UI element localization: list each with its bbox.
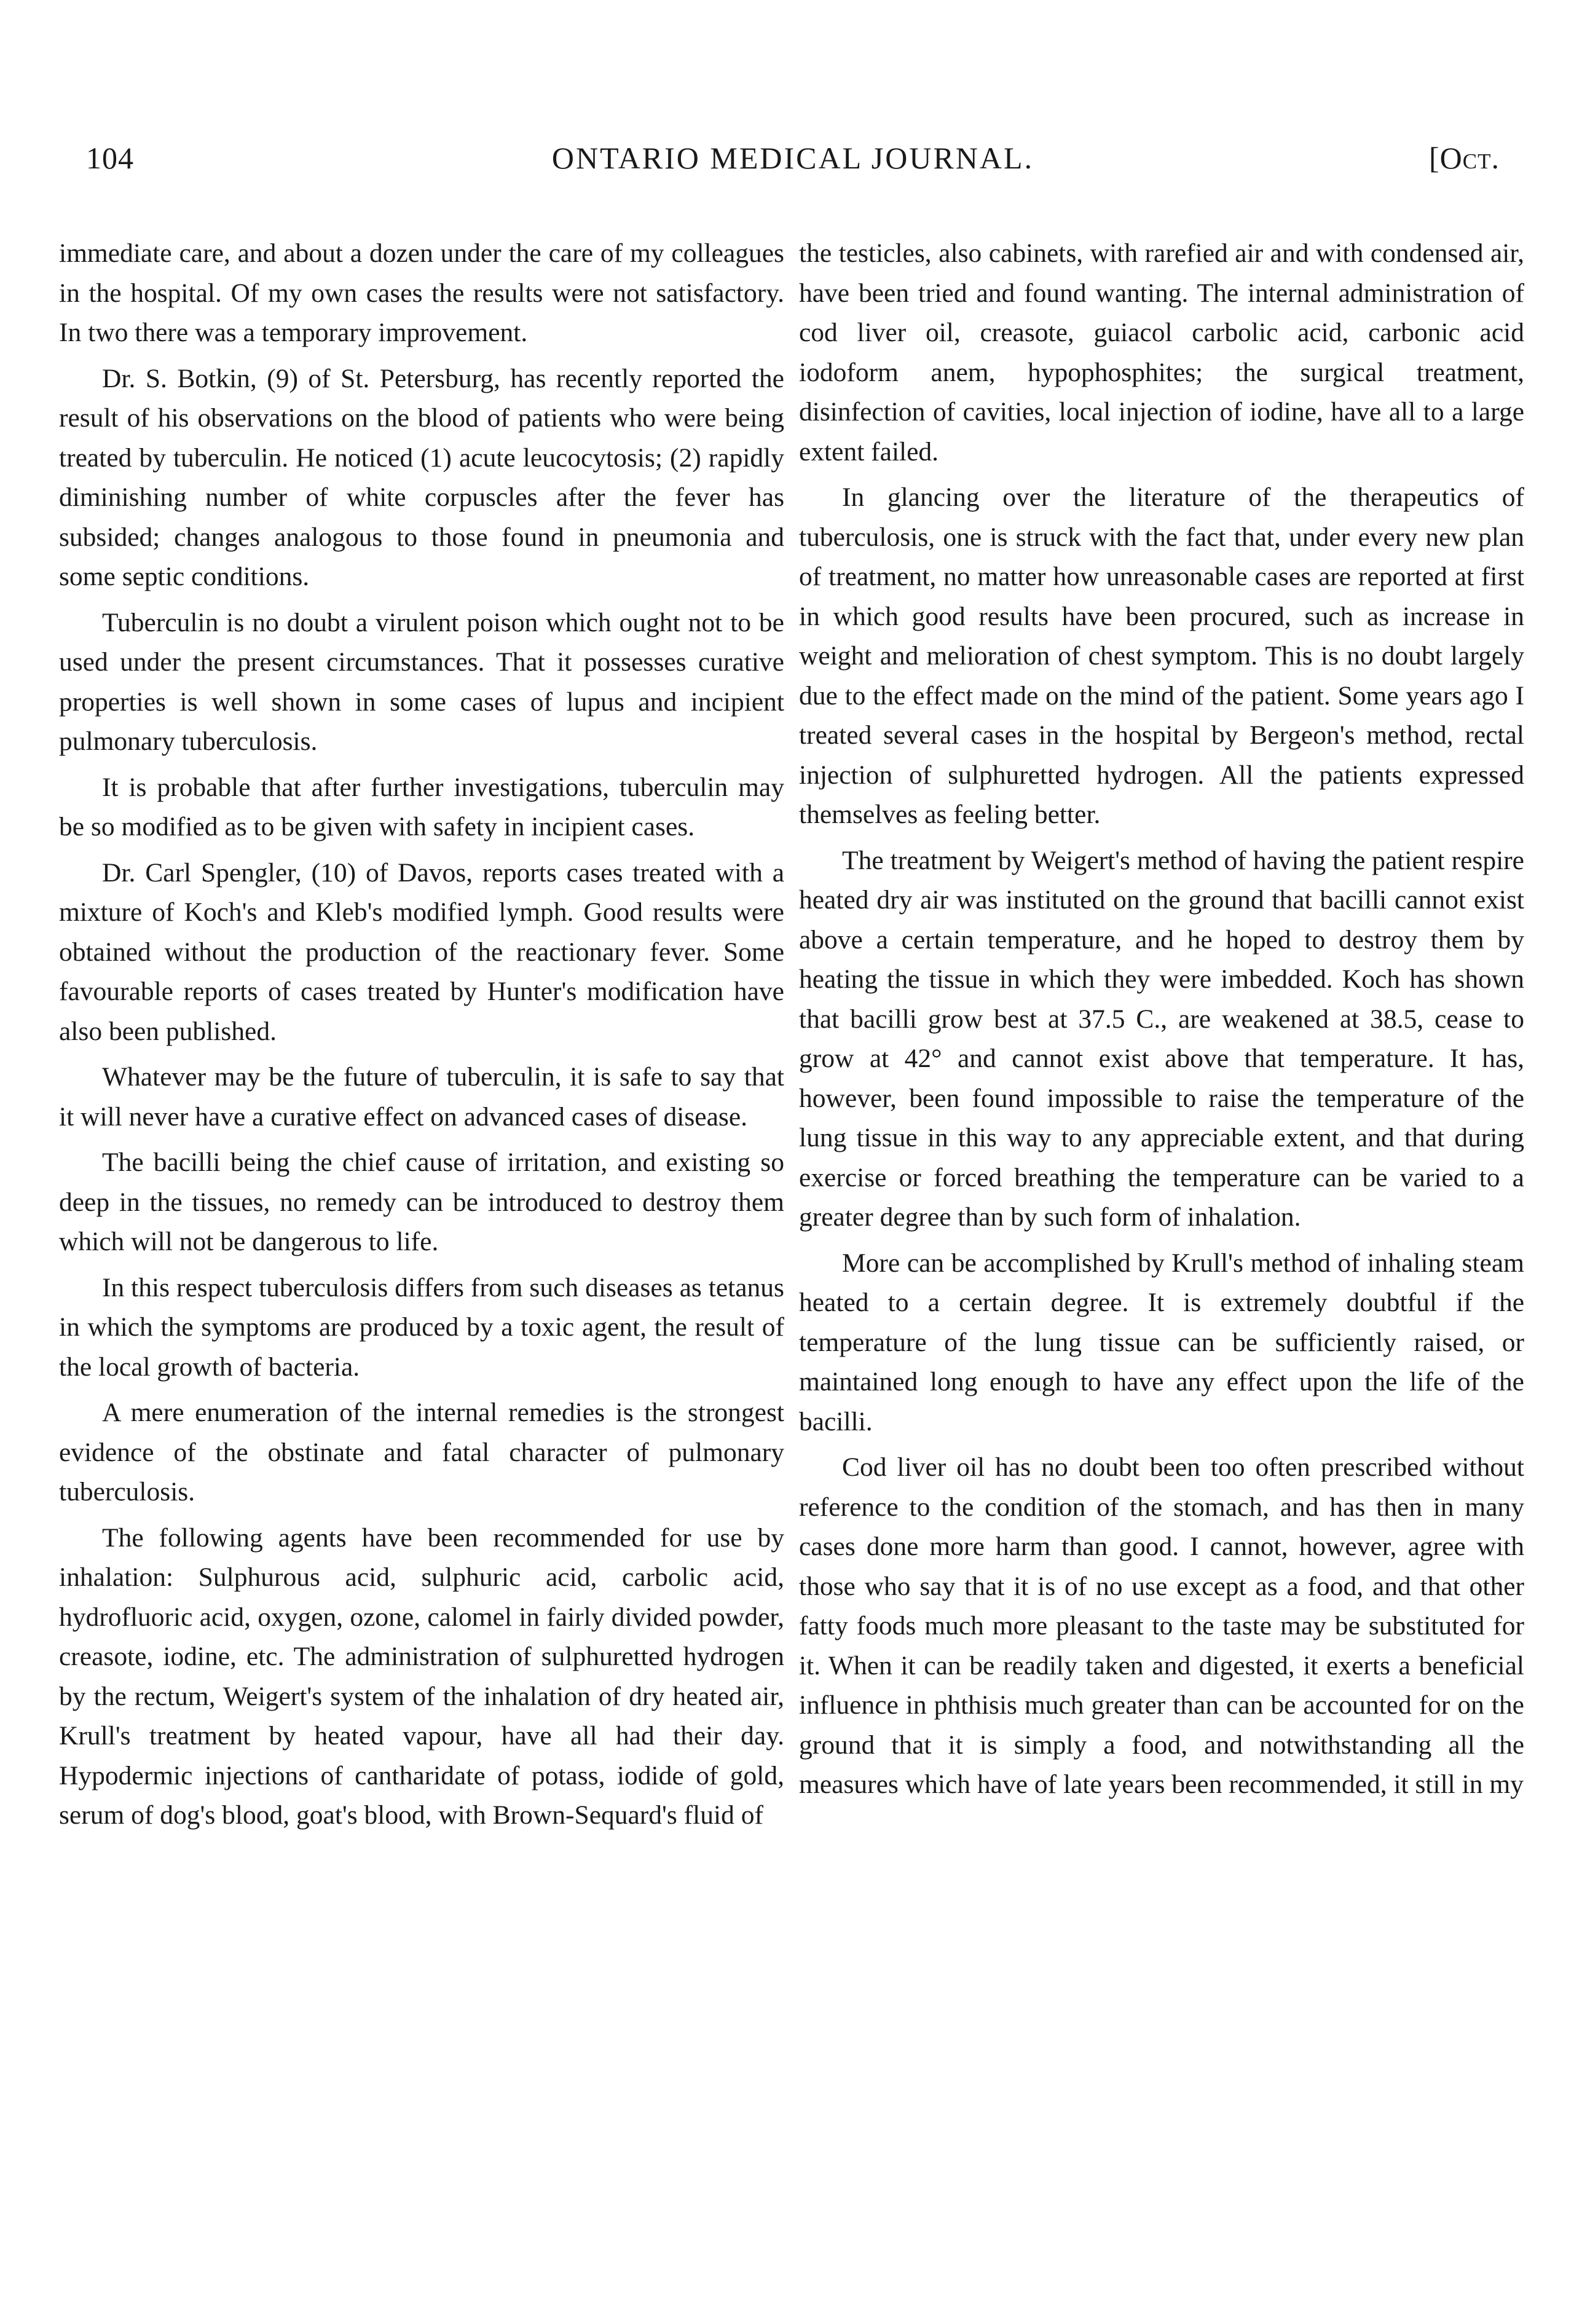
paragraph: More can be accomplished by Krull's method of inhaling steam heated to a certain degree. It is extremely doubtful if the temperature of the lung tissue can be sufficiently raised, or maintained long enough to have any effect upon the life of the bacilli. (799, 1248, 1524, 1436)
left-column (59, 234, 784, 1841)
paragraph: the testicles, also cabinets, with rarefied air and with condensed air, have been tried and found wanting. The internal administration of cod liver oil, creasote, guiacol carbolic acid, carbonic acid iodoform anem, hypophosphites; the surgical treatment, disinfection of cavities, local injection of iodine, have all to a large extent failed. (799, 238, 1524, 467)
paragraph: It is probable that after further investigations, tuberculin may be so modified as to be given with safety in incipient cases. (59, 772, 784, 841)
paragraph: Dr. Carl Spengler, (10) of Davos, reports cases treated with a mixture of Koch's and Kleb's modified lymph. Good results were obtained without the production of the reactionary fever. Some favourable reports of cases treated by Hunter's modification have also been published. (59, 857, 784, 1046)
paragraph: In glancing over the literature of the therapeutics of tuberculosis, one is struck with the fact that, under every new plan of treatment, no matter how unreasonable cases are reported at first in which good results have been procured, such as increase in weight and melioration of chest symptom. This is no doubt largely due to the effect made on the mind of the patient. Some years ago I treated several cases in the hospital by Bergeon's method, rectal injection of sulphuretted hydrogen. All the patients expressed themselves as feeling better. (799, 483, 1524, 829)
paragraph: immediate care, and about a dozen under the care of my colleagues in the hospital. Of my own cases the results were not satisfactory. In two there was a temporary improvement. (59, 238, 784, 347)
paragraph: Dr. S. Botkin, (9) of St. Petersburg, has recently reported the result of his observations on the blood of patients who were being treated by tuberculin. He noticed (1) acute leucocytosis; (2) rapidly diminishing number of white corpuscles after the fever has subsided; changes analogous to those found in pneumonia and some septic conditions. (59, 363, 784, 591)
paragraph: A mere enumeration of the internal remedies is the strongest evidence of the obstinate and fatal character of pulmonary tuberculosis. (59, 1398, 784, 1507)
paragraph: The following agents have been recommended for use by inhalation: Sulphurous acid, sulphuric acid, carbolic acid, hydrofluoric acid, oxygen, ozone, calomel in fairly divided powder, creasote, iodine, etc. The administration of sulphuretted hydrogen by the rectum, Weigert's system of the inhalation of dry heated air, Krull's treatment by heated vapour, have all had their day. Hypodermic injections of cantharidate of potass, iodide of gold, serum of dog's blood, goat's blood, with Brown-Sequard's fluid of (59, 1522, 784, 1830)
paragraph: Tuberculin is no doubt a virulent poison which ought not to be used under the present circumstances. That it possesses curative properties is well shown in some cases of lupus and incipient pulmonary tuberculosis. (59, 607, 784, 756)
page-number: 104 (86, 141, 134, 175)
issue-month: [Oct. (1429, 141, 1500, 175)
paragraph: Whatever may be the future of tuberculin, it is safe to say that it will never have a curative effect on advanced cases of disease. (59, 1062, 784, 1132)
paragraph: The treatment by Weigert's method of having the patient respire heated dry air was instituted on the ground that bacilli cannot exist above a certain temperature, and he hoped to destroy them by heating the tissue in which they were imbedded. Koch has shown that bacilli grow best at 37.5 C., are weakened at 38.5, cease to grow at 42° and cannot exist above that temperature. It has, however, been found impossible to raise the temperature of the lung tissue in this way to any appreciable extent, and that during exercise or forced breathing the temperature can be varied to a greater degree than by such form of inhalation. (799, 845, 1524, 1232)
right-column (799, 234, 1524, 1811)
paragraph: Cod liver oil has no doubt been too often prescribed without reference to the condition of the stomach, and has then in many cases done more harm than good. I cannot, however, agree with those who say that it is of no use except as a food, and that other fatty foods much more pleasant to the taste may be substituted for it. When it can be readily taken and digested, it exerts a beneficial influence in phthisis much greater than can be accounted for on the ground that it is simply a food, and notwithstanding all the measures which have of late years been recommended, it still in my (799, 1452, 1524, 1799)
journal-title: ONTARIO MEDICAL JOURNAL. (551, 141, 1034, 175)
paragraph: The bacilli being the chief cause of irritation, and existing so deep in the tissues, no remedy can be introduced to destroy them which will not be dangerous to life. (59, 1148, 784, 1256)
running-header (86, 140, 1500, 189)
paragraph: In this respect tuberculosis differs from such diseases as tetanus in which the symptoms are produced by a toxic agent, the result of the local growth of bacteria. (59, 1272, 784, 1382)
